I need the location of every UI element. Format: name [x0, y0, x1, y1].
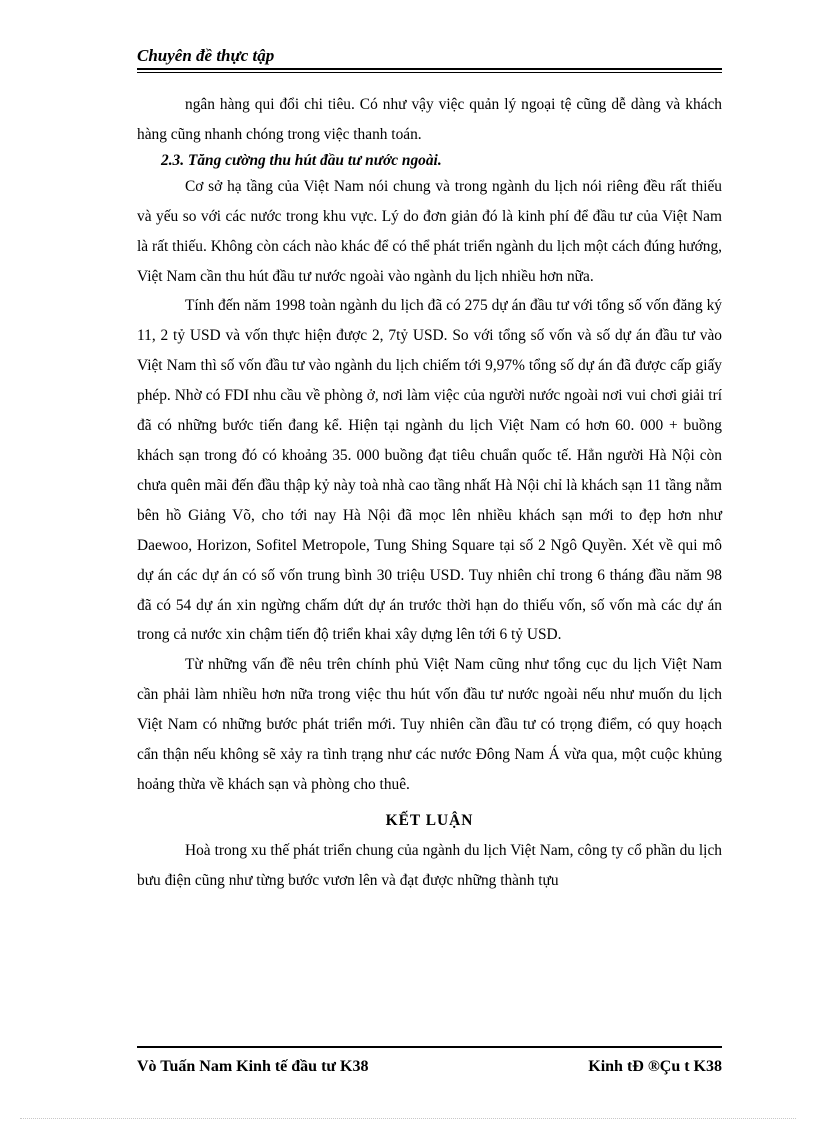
- conclusion-heading: KẾT LUẬN: [385, 811, 474, 829]
- paragraph-3: Từ những vấn đề nêu trên chính phủ Việt Nam cũng như tổng cục du lịch Việt Nam cần phải làm nhiều hơn nữa trong việc thu hút vốn đầu tư nước ngoài nếu như muốn du lịch Việt Nam có những bước phát triển mới. Tuy nhiên cần đầu tư có trọng điểm, có quy hoạch cẩn thận nếu không sẽ xảy ra tình trạng như các nước Đông Nam Á vừa qua, một cuộc khủng hoảng thừa về khách sạn và phòng cho thuê.: [137, 656, 722, 793]
- header-rule-thin: [137, 72, 722, 73]
- paragraph-intro: ngân hàng qui đổi chi tiêu. Có như vậy việc quản lý ngoại tệ cũng dễ dàng và khách hàng cũng nhanh chóng trong việc thanh toán.: [137, 96, 722, 143]
- paragraph-1: Cơ sở hạ tầng của Việt Nam nói chung và trong ngành du lịch nói riêng đều rất thiếu và yếu so với các nước trong khu vực. Lý do đơn giản đó là kinh phí để đầu tư của Việt Nam là rất thiếu. Không còn cách nào khác để có thể phát triển ngành du lịch một cách đúng hướng, Việt Nam cần thu hút đầu tư nước ngoài vào ngành du lịch nhiều hơn nữa.: [137, 177, 722, 285]
- document-body: [137, 90, 722, 896]
- paragraph-4: Hoà trong xu thế phát triển chung của ngành du lịch Việt Nam, công ty cổ phần du lịch bưu điện cũng như từng bước vươn lên và đạt được những thành tựu: [137, 841, 722, 889]
- section-heading: 2.3. Tăng cường thu hút đầu tư nước ngoài.: [161, 151, 442, 169]
- header-rule-thick: [137, 68, 722, 70]
- footer-right: Kinh tÐ ®Çu t K38: [588, 1058, 722, 1075]
- page-edge-dotted: [20, 1118, 796, 1119]
- paragraph-2: Tính đến năm 1998 toàn ngành du lịch đã có 275 dự án đầu tư với tổng số vốn đăng ký 11, 2 tỷ USD và vốn thực hiện được 2, 7tỷ USD. So với tổng số vốn và số dự án đầu tư vào Việt Nam thì số vốn đầu tư vào ngành du lịch chiếm tới 9,97% tổng số dự án đã được cấp giấy phép. Nhờ có FDI nhu cầu về phòng ở, nơi làm việc của người nước ngoài nơi vui chơi giải trí đã có những bước tiến đang kể. Hiện tại ngành du lịch Việt Nam có hơn 60. 000 + buồng khách sạn trong đó có khoảng 35. 000 buồng đạt tiêu chuẩn quốc tế. Hẳn người Hà Nội còn chưa quên mãi đến đầu thập kỷ này toà nhà cao tầng nhất Hà Nội chỉ là khách sạn 11 tầng nằm bên hồ Giảng Võ, cho tới nay Hà Nội đã mọc lên nhiều khách sạn mới to đẹp hơn như Daewoo, Horizon, Sofitel Metropole, Tung Shing Square tại số 2 Ngô Quyền. Xét về qui mô dự án các dự án có số vốn trung bình 30 triệu USD. Tuy nhiên chỉ trong 6 tháng đầu năm 98 đã có 54 dự án xin ngừng chấm dứt dự án trước thời hạn do thiếu vốn, số vốn mà các dự án trong cả nước xin chậm tiến độ triển khai xây dựng lên tới 6 tỷ USD.: [137, 297, 722, 644]
- footer-rule: [137, 1046, 722, 1048]
- header-title: Chuyên đề thực tập: [137, 46, 275, 65]
- footer: [137, 1058, 722, 1076]
- footer-left: Vò Tuấn Nam Kinh tế đầu tư K38: [137, 1058, 369, 1075]
